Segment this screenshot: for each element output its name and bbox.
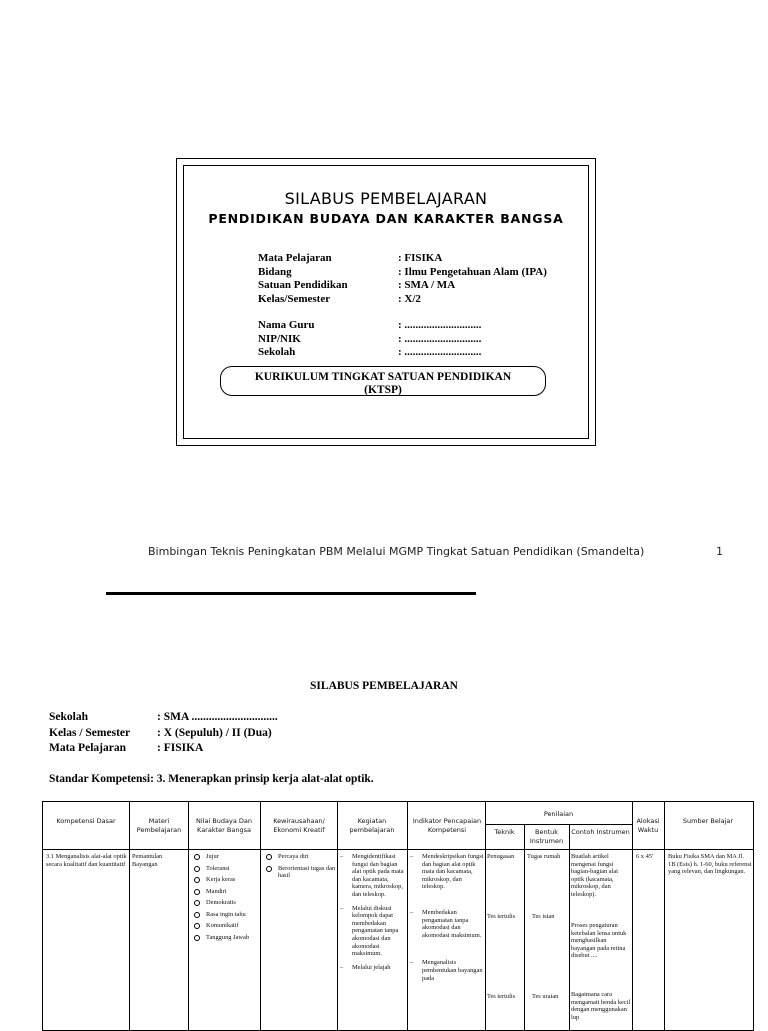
cover-field-value: : SMA / MA (398, 279, 456, 291)
info-row (49, 710, 349, 725)
info-value: : FISIKA (157, 742, 204, 754)
cover-field-row (258, 293, 578, 306)
cell-teknik-3: Tes tertulis (487, 993, 516, 1000)
cell-indikator (410, 853, 484, 982)
cell-teknik-2: Tes tertulis (487, 913, 516, 920)
list-item: – Membedakan pengamatan tanpa akomodasi dan akomodasi maksimum. (410, 909, 484, 939)
info-row (49, 726, 349, 741)
kurikulum-line: KURIKULUM TINGKAT SATUAN PENDIDIKAN (254, 371, 512, 383)
cover-field-label: Nama Guru (258, 319, 315, 331)
header-contoh: Contoh Instrumen (571, 828, 630, 836)
list-item: Jujur (192, 853, 258, 865)
cover-field-label: Sekolah (258, 346, 296, 358)
col-divider (632, 802, 633, 1030)
cell-bentuk-3: Tes uraian (532, 993, 559, 1000)
cell-bentuk-1: Tugas rumah (527, 853, 561, 860)
col-divider (129, 802, 130, 1030)
cell-kegiatan (340, 853, 406, 971)
list-item: – Mengidentifikasi fungsi dan bagian alat optik pada mata dan kacamata, kamera, mikroskop, dan teleskop. (340, 853, 406, 899)
cover-field-row (258, 319, 578, 332)
cell-bentuk-2: Tes isian (532, 913, 555, 920)
header-kewirausahaan: Kewirausahaan/ Ekonomi Kreatif (273, 817, 325, 834)
syllabus-table (42, 801, 754, 1031)
row-divider (43, 849, 753, 850)
cover-subtitle: PENDIDIKAN BUDAYA DAN KARAKTER BANGSA (208, 211, 564, 226)
cover-title: SILABUS PEMBELAJARAN (284, 189, 488, 208)
info-label: Kelas / Semester (49, 726, 131, 739)
cover-field-label: Kelas/Semester (258, 292, 331, 305)
kurikulum-box (220, 366, 546, 396)
col-divider (337, 802, 338, 1030)
cell-materi: Pemantulan Bayangan (132, 853, 163, 868)
cover-field-label: Bidang (258, 265, 292, 278)
cover-field-row (258, 279, 578, 292)
list-item: – Menganalisis pembentukan bayangan pada (410, 959, 484, 982)
cell-teknik-1: Penugasan (487, 853, 515, 860)
list-item: Mandiri (192, 888, 258, 900)
header-kegiatan: Kegiatan pembelajaran (349, 817, 395, 834)
header-indikator: Indikator Pencapaian Kompetensi (412, 817, 482, 834)
header-alokasi: Alokasi Waktu (636, 817, 660, 834)
list-item: – Melalui jelajah (340, 964, 406, 972)
info-row (49, 741, 349, 756)
list-item: Berorientasi tugas dan hasil (264, 865, 336, 880)
col-divider (569, 824, 570, 1030)
cell-kompetensi-dasar: 3.1 Menganalisis alat-alat optik secara kualitatif dan kuantitatif (46, 853, 127, 868)
col-divider (407, 802, 408, 1030)
cover-field-value: : ............................ (398, 346, 482, 358)
header-bentuk: Bentuk Instrumen (529, 828, 564, 845)
header-teknik: Teknik (494, 828, 515, 836)
cover-field-value: : Ilmu Pengetahuan Alam (IPA) (398, 265, 547, 278)
list-item: Demokratis (192, 899, 258, 911)
cell-contoh-2: Proses pengaturan ketebalan lensa untuk menghasilkan bayangan pada retina disebut .... (571, 922, 627, 960)
cell-contoh-3: Bagaimana cara mengamati benda kecil dengan menggunakan lup (571, 991, 631, 1021)
cover-field-value: : X/2 (398, 292, 421, 305)
cover-field-row (258, 266, 578, 279)
list-item: Tanggung Jawab (192, 934, 258, 946)
cell-alokasi: 6 x 45' (636, 853, 654, 860)
standar-kompetensi: Standar Kompetensi: 3. Menerapkan prinsip kerja alat-alat optik. (49, 773, 374, 785)
kurikulum-abbrev: (KTSP) (364, 384, 402, 396)
info-label: Sekolah (49, 711, 88, 723)
cover-field-label: NIP/NIK (258, 332, 301, 345)
syllabus-title: SILABUS PEMBELAJARAN (310, 680, 458, 692)
page-number: 1 (716, 545, 723, 558)
header-nilai-budaya: Nilai Budaya Dan Karakter Bangsa (195, 817, 253, 834)
cover-field-label: Satuan Pendidikan (258, 279, 348, 291)
col-divider (664, 802, 665, 1030)
cover-field-value: : ............................ (398, 319, 482, 331)
col-divider (188, 802, 189, 1030)
page-divider (106, 592, 476, 595)
cell-contoh-1: Buatlah artikel mengenai fungsi bagian-bagian alat optik (kacamata, mikroskop, dan teleskop). (571, 853, 619, 898)
list-item: Toleransi (192, 865, 258, 877)
list-item: Komunikatif (192, 922, 258, 934)
info-value: : SMA .............................. (157, 711, 278, 723)
info-value: : X (Sepuluh) / II (Dua) (157, 726, 272, 739)
header-sumber: Sumber Belajar (682, 817, 734, 825)
list-item: Kerja keras (192, 876, 258, 888)
footer-text: Bimbingan Teknis Peningkatan PBM Melalui MGMP Tingkat Satuan Pendidikan (Smandelta) (148, 545, 645, 558)
cover-field-row (258, 252, 578, 265)
list-item: Rasa ingin tahu (192, 911, 258, 923)
cell-nilai-budaya (192, 853, 258, 945)
cover-field-row (258, 333, 578, 346)
col-divider (260, 802, 261, 1030)
cell-kewirausahaan (264, 853, 336, 880)
header-kompetensi-dasar: Kompetensi Dasar (56, 817, 116, 825)
header-materi: Materi Pembelajaran (136, 817, 182, 834)
cell-sumber: Buku Fisika SMA dan MA Jl. 1B (Esis) h. 1-60, buku referensi yang relevan, dan lingkungan. (668, 853, 752, 876)
list-item: – Mendeskripsikan fungsi dan bagian alat optik mata dan kacamata, mikroskop, dan teleskop. (410, 853, 484, 891)
info-label: Mata Pelajaran (49, 742, 126, 754)
col-divider (524, 824, 525, 1030)
cover-field-value: : FISIKA (398, 252, 443, 264)
row-divider (485, 824, 632, 825)
cover-field-value: : ............................ (398, 332, 482, 345)
cover-field-label: Mata Pelajaran (258, 252, 332, 264)
list-item: Percaya diri (264, 853, 336, 865)
header-penilaian: Penilaian (543, 810, 574, 818)
cover-field-row (258, 346, 578, 359)
list-item: – Melalui diskusi kelompok dapat membedakan pengamatan tanpa akomodasi dan akomodasi maksimum. (340, 905, 406, 958)
